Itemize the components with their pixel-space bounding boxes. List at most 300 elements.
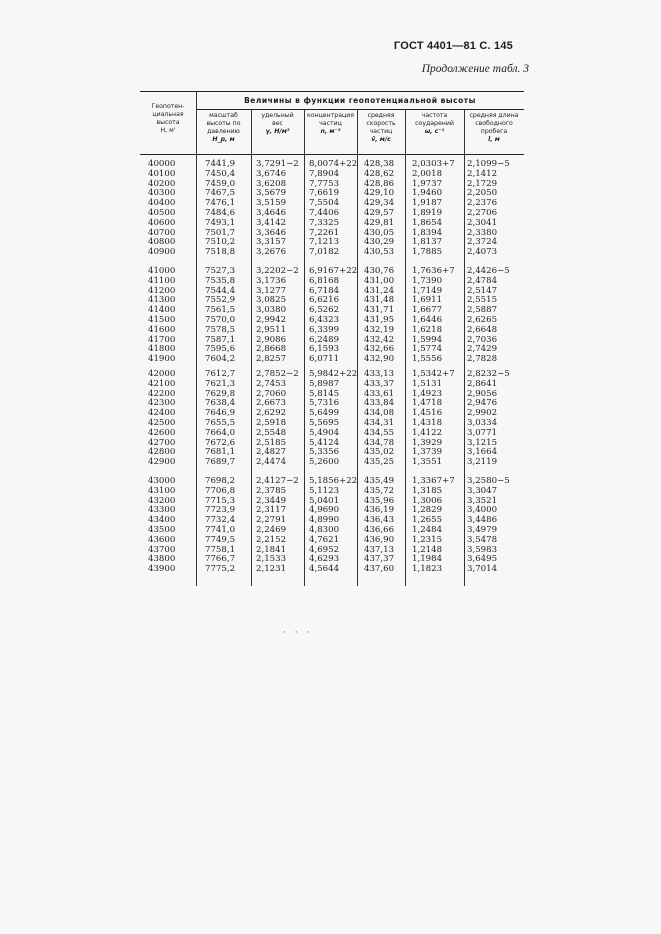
table-cell: 1,8919	[412, 207, 443, 218]
table-cell: 1,3185	[412, 485, 443, 496]
table-cell: 41000	[148, 266, 176, 276]
table-cell: 2,2376	[467, 198, 498, 209]
table-cell: 7476,1	[205, 198, 236, 209]
table-cell: 2,4784	[467, 275, 498, 286]
table-cell: 436,19	[364, 505, 395, 516]
table-cell: 2,9511	[256, 324, 287, 335]
table-cell: 3,2580−5	[467, 476, 510, 486]
table-cell: 1,8394	[412, 227, 443, 238]
table-cell: 431,00	[364, 275, 395, 286]
table-cell: 40900	[148, 247, 176, 258]
table-cell: 2,0018	[412, 168, 443, 179]
table-cell: 7,8904	[309, 168, 340, 179]
column-header-2	[251, 112, 304, 136]
table-cell: 7510,2	[205, 237, 236, 248]
table-cell: 7,1213	[309, 237, 340, 248]
table-cell: 3,1277	[256, 285, 287, 296]
table-cell: 1,6911	[412, 295, 443, 306]
table-cell: 1,8654	[412, 217, 443, 228]
table-cell: 2,6648	[467, 324, 498, 335]
table-cell: 42500	[148, 417, 176, 428]
table-cell: 2,8257	[256, 354, 287, 365]
table-cell: 43000	[148, 476, 176, 486]
table-cell: 7527,3	[205, 266, 236, 276]
table-cell: 7681,1	[205, 447, 236, 458]
table-cell: 429,34	[364, 198, 395, 209]
table-cell: 4,8990	[309, 515, 340, 526]
table-cell: 435,49	[364, 476, 395, 486]
table-cell: 3,0380	[256, 305, 287, 316]
table-cell: 7775,2	[205, 564, 236, 575]
table-cell: 3,5679	[256, 188, 287, 199]
table-cell: 40800	[148, 237, 176, 248]
table-cell: 436,90	[364, 534, 395, 545]
table-cell: 1,4718	[412, 398, 443, 409]
table-cell: 3,4979	[467, 524, 498, 535]
table-cell: 430,53	[364, 247, 395, 258]
table-cell: 2,4073	[467, 247, 498, 258]
table-cell: 2,9902	[467, 408, 498, 419]
table-cell: 5,6499	[309, 408, 340, 419]
table-cell: 41600	[148, 324, 176, 335]
header-bottom-rule	[140, 154, 524, 155]
table-cell: 2,9476	[467, 398, 498, 409]
table-cell: 435,72	[364, 485, 395, 496]
table-row	[140, 248, 524, 258]
table-cell: 433,84	[364, 398, 395, 409]
table-cell: 430,76	[364, 266, 395, 276]
table-cell: 5,5695	[309, 417, 340, 428]
table-cell: 1,4122	[412, 427, 443, 438]
table-cell: 3,3646	[256, 227, 287, 238]
table-cell: 1,1823	[412, 564, 443, 575]
table-cell: 435,96	[364, 495, 395, 506]
table-top-rule	[140, 91, 524, 92]
table-cell: 431,71	[364, 305, 395, 316]
table-cell: 2,3117	[256, 505, 287, 516]
table-cell: 7758,1	[205, 544, 236, 555]
table-cell: 6,8168	[309, 275, 340, 286]
table-cell: 435,02	[364, 447, 395, 458]
table-cell: 1,3006	[412, 495, 443, 506]
column-header-4	[357, 112, 405, 144]
table-cell: 3,2202−2	[256, 266, 299, 276]
column-header-height: Геопотен- циальная высота H, м'	[151, 103, 185, 134]
table-cell: 42000	[148, 369, 176, 379]
table-cell: 1,3367+7	[412, 476, 455, 486]
table-cell: 2,1099−5	[467, 159, 510, 169]
table-cell: 40300	[148, 188, 176, 199]
table-cell: 433,61	[364, 388, 395, 399]
table-cell: 1,9737	[412, 178, 443, 189]
column-header-label: частота соударений	[415, 112, 454, 127]
table-cell: 431,24	[364, 285, 395, 296]
table-cell: 1,2484	[412, 524, 443, 535]
table-cell: 431,48	[364, 295, 395, 306]
table-cell: 6,5262	[309, 305, 340, 316]
table-cell: 43300	[148, 505, 176, 516]
table-cell: 41200	[148, 285, 176, 296]
table-cell: 434,08	[364, 408, 395, 419]
table-cell: 433,37	[364, 378, 395, 389]
table-cell: 2,9056	[467, 388, 498, 399]
table-cell: 3,7014	[467, 564, 498, 575]
table-cell: 1,3551	[412, 457, 443, 468]
table-cell: 1,6446	[412, 314, 443, 325]
table-cell: 432,42	[364, 334, 395, 345]
table-cell: 1,5994	[412, 334, 443, 345]
table-cell: 42700	[148, 437, 176, 448]
table-cell: 3,4142	[256, 217, 287, 228]
table-cell: 7501,7	[205, 227, 236, 238]
table-cell: 7698,2	[205, 476, 236, 486]
table-cell: 2,3041	[467, 217, 498, 228]
column-header-unit: H_p, м	[212, 136, 235, 143]
table-cell: 432,19	[364, 324, 395, 335]
table-continuation-label: Продолжение табл. 3	[421, 63, 529, 75]
table-cell: 1,3929	[412, 437, 443, 448]
table-cell: 3,2119	[467, 457, 498, 468]
row-group	[140, 370, 524, 468]
table-cell: 43500	[148, 524, 176, 535]
table-cell: 2,5515	[467, 295, 498, 306]
page-header: ГОСТ 4401—81 С. 145	[393, 40, 513, 52]
table-cell: 43700	[148, 544, 176, 555]
table-cell: 1,9460	[412, 188, 443, 199]
table-cell: 1,4318	[412, 417, 443, 428]
table-cell: 429,81	[364, 217, 395, 228]
table-cell: 41300	[148, 295, 176, 306]
table-cell: 3,6208	[256, 178, 287, 189]
table-cell: 1,5774	[412, 344, 443, 355]
table-cell: 6,4323	[309, 314, 340, 325]
table-cell: 2,4827	[256, 447, 287, 458]
table-cell: 7595,6	[205, 344, 236, 355]
table-cell: 3,1215	[467, 437, 498, 448]
table-cell: 5,4904	[309, 427, 340, 438]
table-cell: 7749,5	[205, 534, 236, 545]
table-cell: 6,6216	[309, 295, 340, 306]
table-cell: 1,4516	[412, 408, 443, 419]
table-cell: 2,6673	[256, 398, 287, 409]
table-cell: 2,1729	[467, 178, 498, 189]
table-cell: 7,5504	[309, 198, 340, 209]
table-cell: 2,8668	[256, 344, 287, 355]
table-cell: 7441,9	[205, 159, 236, 169]
table-cell: 42100	[148, 378, 176, 389]
table-cell: 6,3399	[309, 324, 340, 335]
table-cell: 2,5918	[256, 417, 287, 428]
table-cell: 4,7621	[309, 534, 340, 545]
table-cell: 2,2050	[467, 188, 498, 199]
table-cell: 2,3380	[467, 227, 498, 238]
table-cell: 43100	[148, 485, 176, 496]
table-cell: 3,1664	[467, 447, 498, 458]
table-cell: 42600	[148, 427, 176, 438]
table-cell: 43600	[148, 534, 176, 545]
table-cell: 3,4486	[467, 515, 498, 526]
table-cell: 3,0825	[256, 295, 287, 306]
table-cell: 40400	[148, 198, 176, 209]
table-cell: 2,2469	[256, 524, 287, 535]
table-cell: 1,1984	[412, 554, 443, 565]
row-group	[140, 477, 524, 575]
table-cell: 8,0074+22	[309, 159, 358, 169]
table-cell: 430,05	[364, 227, 395, 238]
table-cell: 1,5342+7	[412, 369, 455, 379]
table-cell: 2,0303+7	[412, 159, 455, 169]
table-cell: 2,2791	[256, 515, 287, 526]
table-cell: 429,57	[364, 207, 395, 218]
table-cell: 6,7184	[309, 285, 340, 296]
column-header-label: концентрация частиц	[307, 112, 354, 127]
table-cell: 7518,8	[205, 247, 236, 258]
row-group	[140, 160, 524, 258]
table-cell: 5,4124	[309, 437, 340, 448]
table-cell: 2,3785	[256, 485, 287, 496]
table-cell: 2,9086	[256, 334, 287, 345]
column-header-unit: v̄, м/с	[371, 136, 391, 143]
table-cell: 2,7852−2	[256, 369, 299, 379]
table-cell: 2,3449	[256, 495, 287, 506]
table-cell: 1,5131	[412, 378, 443, 389]
table-cell: 2,7036	[467, 334, 498, 345]
table-cell: 2,8641	[467, 378, 498, 389]
table-cell: 428,62	[364, 168, 395, 179]
table-cell: 1,3739	[412, 447, 443, 458]
table-cell: 42300	[148, 398, 176, 409]
table-cell: 7484,6	[205, 207, 236, 218]
column-header-6	[464, 112, 524, 144]
table-cell: 3,6495	[467, 554, 498, 565]
table-cell: 7,0182	[309, 247, 340, 258]
table-cell: 5,9842+22	[309, 369, 358, 379]
table-cell: 6,9167+22	[309, 266, 358, 276]
table-cell: 7587,1	[205, 334, 236, 345]
table-cell: 41700	[148, 334, 176, 345]
column-header-1	[196, 112, 251, 144]
table-cell: 41100	[148, 275, 176, 286]
table-cell: 1,5556	[412, 354, 443, 365]
table-cell: 7629,8	[205, 388, 236, 399]
table-cell: 43200	[148, 495, 176, 506]
table-cell: 42900	[148, 457, 176, 468]
table-cell: 7741,0	[205, 524, 236, 535]
table-cell: 2,6292	[256, 408, 287, 419]
table-cell: 432,90	[364, 354, 395, 365]
table-cell: 2,5147	[467, 285, 498, 296]
table-cell: 7612,7	[205, 369, 236, 379]
table-cell: 7,6619	[309, 188, 340, 199]
table-cell: 1,2315	[412, 534, 443, 545]
table-cell: 3,5478	[467, 534, 498, 545]
table-cell: 2,4474	[256, 457, 287, 468]
table-cell: 7664,0	[205, 427, 236, 438]
table-cell: 1,2829	[412, 505, 443, 516]
table-cell: 432,66	[364, 344, 395, 355]
table-cell: 2,7828	[467, 354, 498, 365]
table-cell: 42400	[148, 408, 176, 419]
table-cell: 7,4406	[309, 207, 340, 218]
table-cell: 40200	[148, 178, 176, 189]
table-cell: 7544,4	[205, 285, 236, 296]
table-cell: 4,8300	[309, 524, 340, 535]
table-cell: 6,1593	[309, 344, 340, 355]
table-cell: 3,1736	[256, 275, 287, 286]
row-group	[140, 267, 524, 365]
table-cell: 436,66	[364, 524, 395, 535]
table-cell: 43400	[148, 515, 176, 526]
table-cell: 1,7390	[412, 275, 443, 286]
table-cell: 1,2655	[412, 515, 443, 526]
table-cell: 7570,0	[205, 314, 236, 325]
table-cell: 7715,3	[205, 495, 236, 506]
table-cell: 2,1841	[256, 544, 287, 555]
column-header-3	[304, 112, 357, 136]
table-cell: 43900	[148, 564, 176, 575]
table-cell: 431,95	[364, 314, 395, 325]
table-cell: 433,13	[364, 369, 395, 379]
table-cell: 40600	[148, 217, 176, 228]
table-cell: 3,4000	[467, 505, 498, 516]
table-cell: 7578,5	[205, 324, 236, 335]
table-cell: 3,5159	[256, 198, 287, 209]
table-cell: 5,2600	[309, 457, 340, 468]
table-cell: 3,5983	[467, 544, 498, 555]
table-cell: 41500	[148, 314, 176, 325]
table-cell: 2,7060	[256, 388, 287, 399]
table-cell: 3,4646	[256, 207, 287, 218]
table-cell: 7,7753	[309, 178, 340, 189]
table-cell: 41400	[148, 305, 176, 316]
table-cell: 7732,4	[205, 515, 236, 526]
table-cell: 41800	[148, 344, 176, 355]
table-cell: 3,0334	[467, 417, 498, 428]
table-cell: 435,25	[364, 457, 395, 468]
table-cell: 7,2261	[309, 227, 340, 238]
table-cell: 2,1231	[256, 564, 287, 575]
column-header-5	[405, 112, 464, 136]
column-header-unit: n, м⁻³	[320, 128, 341, 135]
table-cell: 437,13	[364, 544, 395, 555]
table-cell: 434,55	[364, 427, 395, 438]
table-cell: 2,2152	[256, 534, 287, 545]
table-cell: 2,4426−5	[467, 266, 510, 276]
table-cell: 1,4923	[412, 388, 443, 399]
column-header-label: средняя скорость частиц	[366, 112, 396, 135]
column-header-label: удельный вес	[261, 112, 294, 127]
table-cell: 429,10	[364, 188, 395, 199]
table-cell: 7493,1	[205, 217, 236, 228]
table-cell: 2,5887	[467, 305, 498, 316]
table-cell: 3,3157	[256, 237, 287, 248]
table-cell: 3,7291−2	[256, 159, 299, 169]
table-cell: 2,6265	[467, 314, 498, 325]
table-cell: 7459,0	[205, 178, 236, 189]
table-cell: 7621,3	[205, 378, 236, 389]
table-cell: 42800	[148, 447, 176, 458]
table-cell: 437,37	[364, 554, 395, 565]
table-cell: 41900	[148, 354, 176, 365]
table-cell: 7646,9	[205, 408, 236, 419]
table-cell: 2,2706	[467, 207, 498, 218]
table-cell: 2,9942	[256, 314, 287, 325]
table-cell: 40000	[148, 159, 176, 169]
table-cell: 2,5185	[256, 437, 287, 448]
table-cell: 2,3724	[467, 237, 498, 248]
table-cell: 7535,8	[205, 275, 236, 286]
table-cell: 434,31	[364, 417, 395, 428]
table-cell: 428,38	[364, 159, 395, 169]
table-cell: 7706,8	[205, 485, 236, 496]
table-cell: 7604,2	[205, 354, 236, 365]
table-cell: 436,43	[364, 515, 395, 526]
column-header-label: масштаб высоты по давлению	[206, 112, 241, 135]
column-header-label: средняя длина свободного пробега	[469, 112, 519, 135]
table-cell: 7467,5	[205, 188, 236, 199]
table-cell: 7552,9	[205, 295, 236, 306]
table-cell: 1,9187	[412, 198, 443, 209]
table-cell: 3,2676	[256, 247, 287, 258]
table-cell: 5,8987	[309, 378, 340, 389]
table-cell: 4,6952	[309, 544, 340, 555]
table-cell: 3,0771	[467, 427, 498, 438]
table-cell: 7,3325	[309, 217, 340, 228]
table-cell: 4,9690	[309, 505, 340, 516]
table-cell: 2,5548	[256, 427, 287, 438]
table-cell: 2,7429	[467, 344, 498, 355]
table-cell: 1,6677	[412, 305, 443, 316]
table-cell: 4,5644	[309, 564, 340, 575]
table-row	[140, 458, 524, 468]
table-cell: 4,6293	[309, 554, 340, 565]
table-cell: 2,8232−5	[467, 369, 510, 379]
table-cell: 7655,5	[205, 417, 236, 428]
table-cell: 40500	[148, 207, 176, 218]
table-cell: 428,86	[364, 178, 395, 189]
table-cell: 5,7316	[309, 398, 340, 409]
table-cell: 5,8145	[309, 388, 340, 399]
table-cell: 7450,4	[205, 168, 236, 179]
table-cell: 1,8137	[412, 237, 443, 248]
table-cell: 7723,9	[205, 505, 236, 516]
table-cell: 7689,7	[205, 457, 236, 468]
table-cell: 6,2489	[309, 334, 340, 345]
table-cell: 3,3521	[467, 495, 498, 506]
table-cell: 3,6746	[256, 168, 287, 179]
table-cell: 5,1856+22	[309, 476, 358, 486]
table-row	[140, 565, 524, 575]
group-title: Величины в функции геопотенциальной высоты	[244, 96, 476, 105]
group-header-rule	[196, 109, 524, 110]
table-cell: 7766,7	[205, 554, 236, 565]
table-cell: 1,7149	[412, 285, 443, 296]
column-header-unit: ω, с⁻¹	[424, 128, 445, 135]
table-cell: 430,29	[364, 237, 395, 248]
table-cell: 43800	[148, 554, 176, 565]
table-cell: 7638,4	[205, 398, 236, 409]
table-cell: 1,7636+7	[412, 266, 455, 276]
page-mark: · · ·	[283, 628, 313, 638]
table-cell: 2,1533	[256, 554, 287, 565]
table-cell: 3,3047	[467, 485, 498, 496]
column-header-unit: γ, Н/м³	[265, 128, 290, 135]
table-cell: 434,78	[364, 437, 395, 448]
table-cell: 2,1412	[467, 168, 498, 179]
table-row	[140, 355, 524, 365]
table-cell: 42200	[148, 388, 176, 399]
table-cell: 5,1123	[309, 485, 340, 496]
